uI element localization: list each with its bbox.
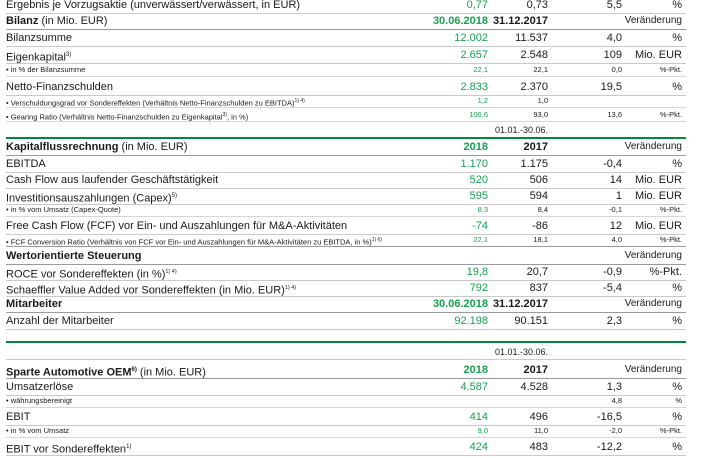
unit: %-Pkt. [659,426,682,435]
value-2017: 4.528 [520,381,548,393]
table-row [6,64,686,77]
change-header: Veränderung [624,15,682,26]
value-2017: -86 [532,220,548,232]
unit: % [672,282,682,294]
table-row [6,172,686,189]
value-2017: 90.151 [514,315,548,327]
value-2017: 2.548 [520,49,548,61]
unit: %-Pkt. [649,266,682,278]
value-2018: 4.587 [460,381,488,393]
row-label: Schaeffler Value Added vor Sondereffekten (in Mio. EUR)$^{1) 4)}$ [6,284,297,297]
change-value: -0,4 [603,158,622,170]
row-label: EBIT vor Sondereffekten$^{1)}$ [6,443,132,456]
value-2017: 483 [529,441,548,453]
period-label: 01.01.-30.06. [494,347,548,357]
value-2018: -74 [472,220,488,232]
value-2018: 12.002 [454,32,488,44]
value-2017: 11,0 [533,426,548,435]
unit: % [672,411,682,423]
section-divider [6,341,686,343]
row-label: Free Cash Flow (FCF) vor Ein- und Auszahlungen für M&A-Aktivitäten [6,220,348,232]
table-row [6,156,686,173]
unit: %-Pkt. [659,110,682,119]
section-header-wertorientiert [6,248,686,265]
year-col-2: 2017 [523,141,548,153]
row-label: • währungsbereinigt [6,396,72,405]
section-title: Mitarbeiter [6,298,63,310]
value-2018: 2.833 [460,81,488,93]
table-row [6,313,686,330]
value-2017: 594 [529,190,548,202]
table-row [6,95,686,108]
value-2018: 414 [469,411,488,423]
table-row [6,234,686,247]
unit: % [672,441,682,453]
change-value: 4,0 [611,235,622,244]
date-col-2: 31.12.2017 [492,15,548,27]
change-value: 5,5 [606,0,622,11]
value-2017: 11.537 [515,32,548,44]
date-col-1: 30.06.2018 [432,298,488,310]
row-label: Investitionsauszahlungen (Capex)$^{5)}$ [6,192,178,205]
table-row [6,280,686,297]
row-label: EBITDA [6,158,46,170]
period-header [6,123,686,139]
row-label: Ergebnis je Vorzugsaktie (unverwässert/verwässert, in EUR) [6,0,301,11]
row-label: • Verschuldungsgrad vor Sondereffekten (Verhältnis Netto-Finanzschulden zu EBITDA)$^{1) 4)}$ [6,98,305,108]
value-2018: 22,1 [473,65,488,74]
unit: Mio. EUR [634,190,682,202]
value-2018: 19,8 [466,266,488,278]
row-label: Netto-Finanzschulden [6,81,114,93]
unit: % [672,381,682,393]
table-row [6,204,686,217]
section-title: Sparte Automotive OEM$^{6)}$ (in Mio. EUR) [6,366,206,379]
value-2018: 2.657 [460,49,488,61]
change-value: 0,0 [611,65,622,74]
unit: % [672,32,682,44]
change-header: Veränderung [624,250,682,261]
value-2018: 106,6 [469,110,488,119]
unit: Mio. EUR [634,49,682,61]
change-value: 109 [603,49,622,61]
row-label: • FCF Conversion Ratio (Verhältnis von FCF vor Ein- und Auszahlungen für M&A-Aktivitäten zu EBITDA, in %)$^{1) 6)}$ [6,237,382,247]
table-row [6,79,686,96]
table-row [6,425,686,438]
row-label: ROCE vor Sondereffekten (in %)$^{1) 4)}$ [6,268,177,281]
year-col-2: 2017 [523,364,548,376]
change-value: -0,9 [603,266,622,278]
row-label: • in % vom Umsatz [6,426,70,435]
row-label: EBIT [6,411,31,423]
change-value: 1 [615,190,622,202]
change-value: 1,3 [606,381,622,393]
value-2017: 1.175 [520,158,548,170]
value-2018: 520 [469,174,488,186]
value-2018: 1.170 [460,158,488,170]
table-row [6,395,686,408]
row-label: Anzahl der Mitarbeiter [6,315,114,327]
change-value: -0,1 [609,205,622,214]
section-title: Bilanz (in Mio. EUR) [6,15,108,27]
change-value: 14 [609,174,622,186]
table-row [6,409,686,426]
value-2018: 424 [469,441,488,453]
value-2017: 1,0 [537,96,548,105]
unit: % [672,315,682,327]
table-row [6,30,686,47]
table-row [6,379,686,396]
year-col-1: 2018 [463,364,488,376]
date-col-1: 30.06.2018 [432,15,488,27]
value-2018: 9,0 [477,426,488,435]
period-header [6,345,686,360]
change-value: 4,8 [611,396,622,405]
section-header-kapitalfluss [6,139,686,156]
table-row [6,47,686,64]
change-value: 2,3 [606,315,622,327]
change-value: 12 [609,220,622,232]
value-2017: 93,0 [533,110,548,119]
change-header: Veränderung [624,364,682,375]
unit: Mio. EUR [634,220,682,232]
value-2018: 792 [469,282,488,294]
row-label: Umsatzerlöse [6,381,74,393]
change-value: 13,6 [607,110,622,119]
date-col-2: 31.12.2017 [492,298,548,310]
value-2018: 1,2 [477,96,488,105]
section-title: Wertorientierte Steuerung [6,250,142,262]
value-2018: 8,3 [477,205,488,214]
year-col-1: 2018 [463,141,488,153]
change-header: Veränderung [624,298,682,309]
unit: % [675,396,682,405]
value-2017: 20,7 [526,266,548,278]
value-2017: 18,1 [533,235,548,244]
value-2017: 0,73 [526,0,548,11]
change-value: 4,0 [606,32,622,44]
row-label: • Gearing Ratio (Verhältnis Netto-Finanzschulden zu Eigenkapital$^{3)}$, in %) [6,112,249,122]
unit: % [672,0,682,11]
value-2018: 22,1 [473,235,488,244]
unit: % [672,158,682,170]
row-label: Eigenkapital$^{3)}$ [6,51,72,64]
table-row [6,218,686,235]
value-2018: 595 [469,190,488,202]
change-value: -5,4 [603,282,622,294]
change-value: -16,5 [596,411,622,423]
value-2018: 92.198 [454,315,488,327]
row-label: Cash Flow aus laufender Geschäftstätigkeit [6,174,219,186]
value-2017: 837 [529,282,548,294]
table-row [6,109,686,122]
unit: %-Pkt. [659,235,682,244]
section-header-sparte [6,362,686,379]
section-header-mitarbeiter [6,296,686,313]
table-row [6,439,686,456]
change-value: 19,5 [600,81,622,93]
table-row [6,0,686,14]
row-label: Bilanzsumme [6,32,73,44]
value-2017: 496 [529,411,548,423]
unit: % [672,81,682,93]
table-row [6,264,686,281]
section-header-bilanz [6,13,686,30]
change-value: -2,0 [609,426,622,435]
value-2017: 8,4 [537,205,548,214]
value-2017: 22,1 [533,65,548,74]
change-value: -12,2 [596,441,622,453]
unit: Mio. EUR [634,174,682,186]
unit: %-Pkt. [659,65,682,74]
table-row [6,188,686,205]
value-2018: 0,77 [466,0,488,11]
row-label: • in % der Bilanzsumme [6,65,86,74]
change-header: Veränderung [624,141,682,152]
unit: %-Pkt. [659,205,682,214]
value-2017: 506 [529,174,548,186]
value-2017: 2.370 [520,81,548,93]
section-title: Kapitalflussrechnung (in Mio. EUR) [6,141,188,153]
period-label: 01.01.-30.06. [494,125,548,135]
row-label: • in % vom Umsatz (Capex-Quote) [6,205,121,214]
